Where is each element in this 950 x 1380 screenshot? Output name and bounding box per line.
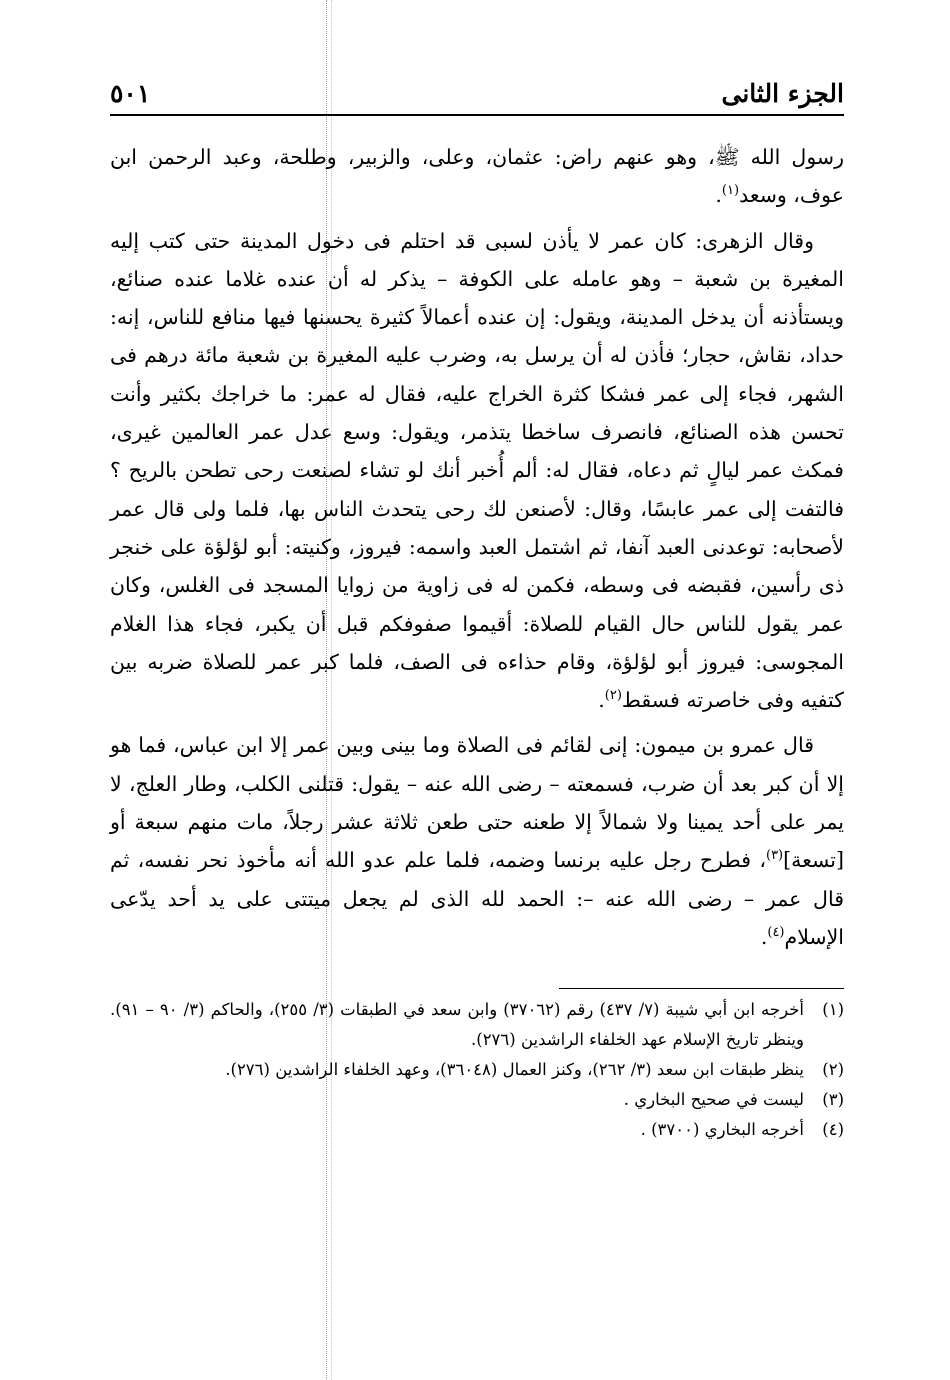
paragraph-end: . [760,924,768,949]
header-title: الجزء الثانى [721,79,844,108]
footnote-text: ينظر طبقات ابن سعد (٣/ ٢٦٢)، وكنز العمال (٣٦٠٤٨)، وعهد الخلفاء الراشدين (٢٧٦). [225,1060,804,1080]
footnote-ref[interactable]: (١) [721,183,740,199]
paragraph-3 [110,726,844,956]
paragraph-text: رسول الله ﷺ، وهو عنهم راض: عثمان، وعلى، والزبير، وطلحة، وعبد الرحمن ابن عوف، وسعد [110,145,844,208]
paragraph-2 [110,222,844,720]
footnotes [110,995,844,1145]
paragraph-text: وقال الزهرى: كان عمر لا يأذن لسبى قد احتلم فى دخول المدينة حتى كتب إليه المغيرة بن شعبة – وهو عامله على الكوفة – يذكر له أن عنده غلاما عنده صنائع، ويستأذنه أن يدخل المدينة، ويقول: إن عنده أعمالاً كثيرة يحسنها فيها منافع للناس، إنه: حداد، نقاش، حجار؛ فأذن له أن يرسل به، وضرب عليه المغيرة بن شعبة مائة درهم فى الشهر، فجاء إلى عمر فشكا كثرة الخراج عليه، فقال له عمر: ما خراجك بكثير وأنت تحسن هذه الصنائع، فانصرف ساخطا يتذمر، ويقول: وسع عدل عمر العالمين غيرى، فمكث عمر ليالٍ ثم دعاه، فقال له: ألم أُخبر أنك لو تشاء لصنعت رحى تطحن بالريح ؟ فالتفت إلى عمر عابسًا، وقال: لأصنعن لك رحى يتحدث الناس بها، فلما ولى قال عمر لأصحابه: توعدنى العبد آنفا، ثم اشتمل العبد واسمه: فيروز، وكنيته: أبو لؤلؤة على خنجر ذى رأسين، فقبضه فى وسطه، فكمن له فى زاوية من زوايا المسجد فى الغلس، وكان عمر يقول للناس حال القيام للصلاة: أقيموا صفوفكم قبل أن يكبر، فجاء هذا الغلام المجوسى: فيروز أبو لؤلؤة، وقام حذاءه فى الصف، فلما كبر عمر للصلاة ضربه بين كتفيه وفى خاصرته فسقط [110,228,844,713]
page-number: ٥٠١ [110,79,151,108]
footnote-ref[interactable]: (٤) [767,925,785,941]
footnote-number: (٤) [822,1120,844,1140]
footnote-text: أخرجه البخاري (٣٧٠٠) . [640,1120,804,1140]
footnote-ref[interactable]: (٣) [765,848,784,864]
paragraph-end: . [598,688,605,713]
paragraph-1 [110,138,844,215]
paragraph-end: . [715,183,722,208]
footnote-text: أخرجه ابن أبي شيبة (٧/ ٤٣٧) رقم (٣٧٠٦٢) وابن سعد في الطبقات (٣/ ٢٥٥)، والحاكم (٣/ ٩٠ – ٩١). وينظر تاريخ الإسلام عهد الخلفاء الراشدين (٢٧٦). [110,1000,804,1050]
main-text [110,138,844,956]
footnote-item [110,1085,844,1115]
footnote-text: ليست في صحيح البخاري . [623,1090,804,1110]
running-header [110,58,844,116]
footnote-item [110,1055,844,1085]
footnote-item [110,995,844,1055]
footnote-number: (٣) [822,1090,844,1110]
paragraph-text-continued: ، فطرح رجل عليه برنسا وضمه، فلما علم عدو الله أنه مأخوذ نحر نفسه، ثم قال عمر – رضى الله عنه –: الحمد لله الذى لم يجعل ميتتى على يد أحد يدّعى الإسلام [110,848,844,949]
footnote-ref[interactable]: (٢) [604,688,622,704]
book-page [110,58,844,1145]
footnote-number: (٢) [822,1060,844,1080]
paragraph-text: قال عمرو بن ميمون: إنى لقائم فى الصلاة وما بينى وبين عمر إلا ابن عباس، فما هو إلا أن كبر بعد أن ضرب، فسمعته – رضى الله عنه – يقول: قتلنى الكلب، وطار العلج، لا يمر على أحد يمينا ولا شمالاً إلا طعنه حتى طعن ثلاثة عشر رجلاً، مات منهم سبعة أو [تسعة] [110,733,844,873]
footnote-number: (١) [822,1000,844,1020]
footnote-divider [559,988,844,989]
footnote-item [110,1115,844,1145]
